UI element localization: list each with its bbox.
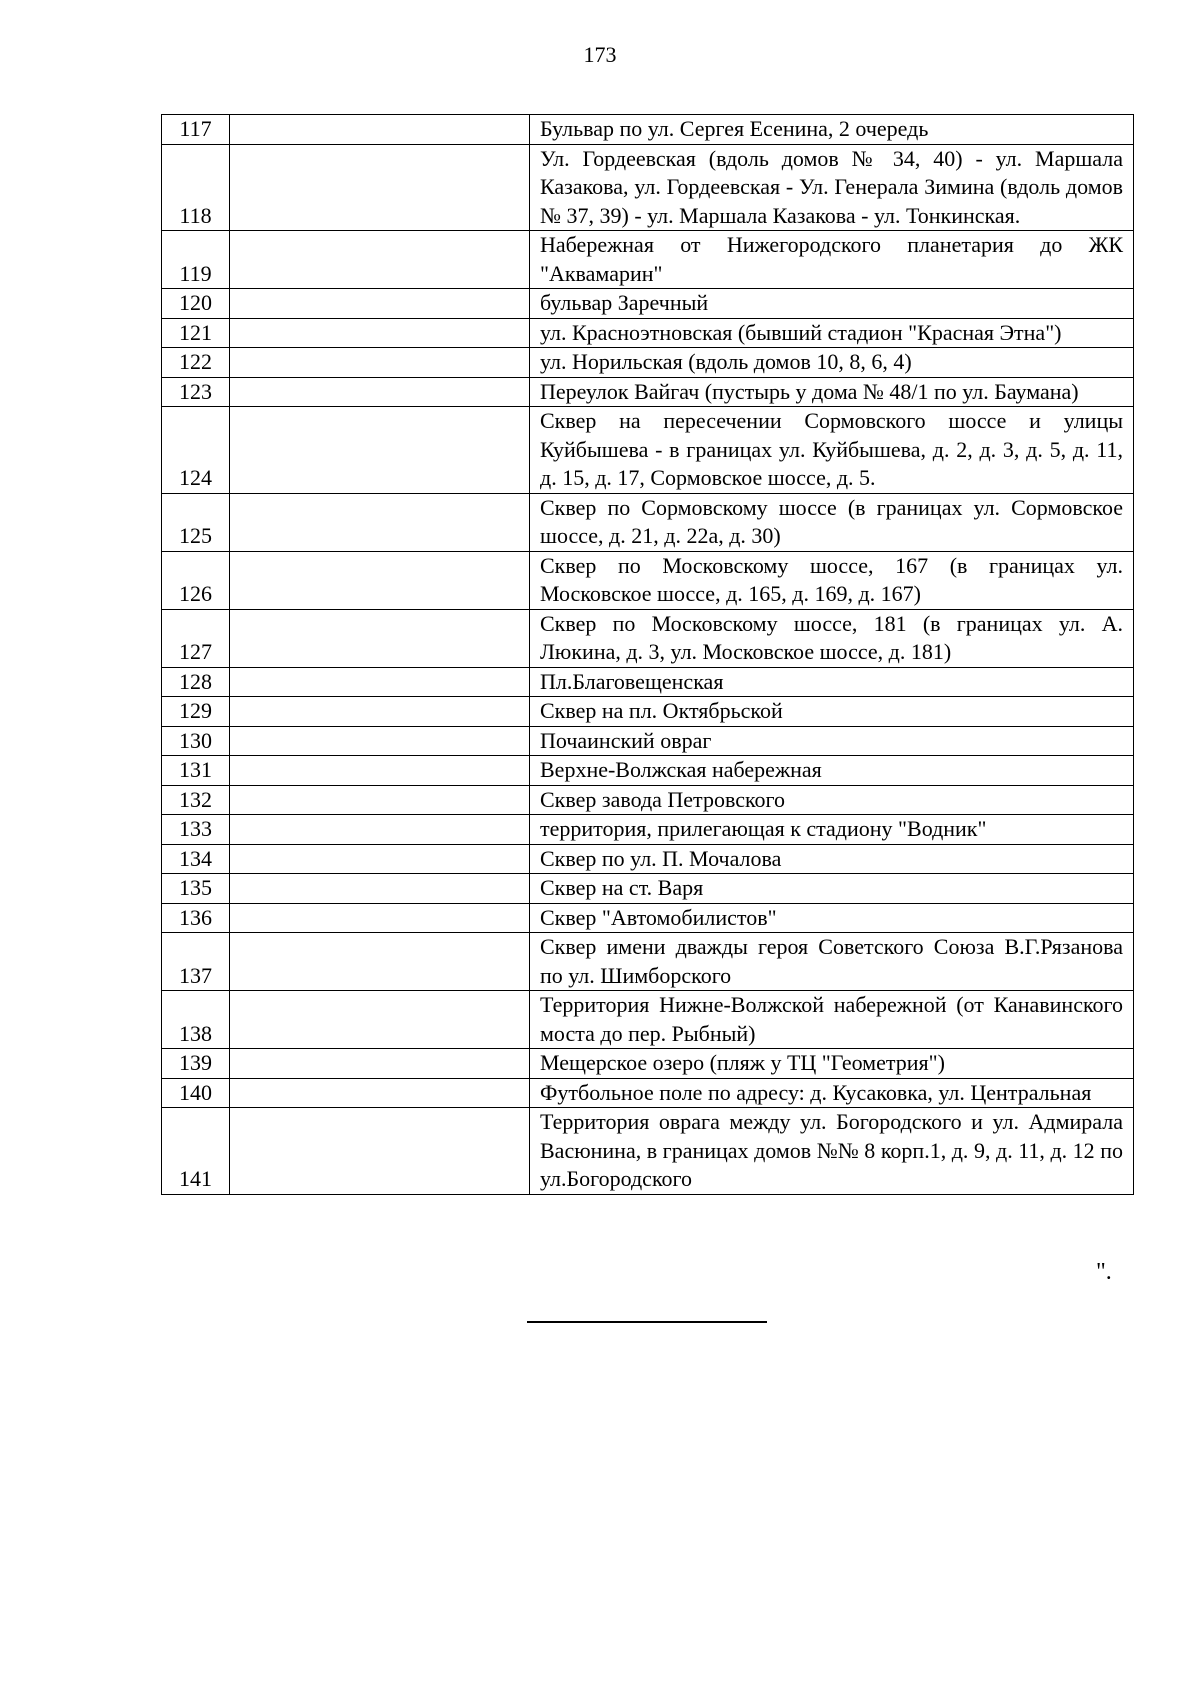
- territory-name: Ул. Гордеевская (вдоль домов № 34, 40) - ул. Маршала Казакова, ул. Гордеевская - Ул. Генерала Зимина (вдоль домов № 37, 39) - ул. Маршала Казакова - ул. Тонкинская.: [530, 144, 1134, 231]
- territory-name: Сквер по Московскому шоссе, 167 (в границах ул. Московское шоссе, д. 165, д. 169, д. 167): [530, 551, 1134, 609]
- empty-cell: [230, 1108, 530, 1195]
- territory-name: Бульвар по ул. Сергея Есенина, 2 очередь: [530, 115, 1134, 145]
- empty-cell: [230, 493, 530, 551]
- territory-name: территория, прилегающая к стадиону "Водник": [530, 815, 1134, 845]
- table-row: [162, 609, 1134, 667]
- table-row: [162, 551, 1134, 609]
- empty-cell: [230, 551, 530, 609]
- row-number: 134: [162, 844, 230, 874]
- row-number: 127: [162, 609, 230, 667]
- row-number: 117: [162, 115, 230, 145]
- empty-cell: [230, 726, 530, 756]
- closing-quote-mark: ".: [1096, 1259, 1112, 1285]
- row-number: 141: [162, 1108, 230, 1195]
- row-number: 128: [162, 667, 230, 697]
- territory-name: Верхне-Волжская набережная: [530, 756, 1134, 786]
- row-number: 129: [162, 697, 230, 727]
- empty-cell: [230, 874, 530, 904]
- territory-name: Сквер на пл. Октябрьской: [530, 697, 1134, 727]
- table-row: [162, 874, 1134, 904]
- territory-name: Мещерское озеро (пляж у ТЦ "Геометрия"): [530, 1049, 1134, 1079]
- empty-cell: [230, 667, 530, 697]
- territory-name: ул. Красноэтновская (бывший стадион "Красная Этна"): [530, 318, 1134, 348]
- row-number: 121: [162, 318, 230, 348]
- row-number: 124: [162, 407, 230, 494]
- table-row: [162, 933, 1134, 991]
- row-number: 135: [162, 874, 230, 904]
- empty-cell: [230, 231, 530, 289]
- territory-name: бульвар Заречный: [530, 289, 1134, 319]
- row-number: 118: [162, 144, 230, 231]
- empty-cell: [230, 318, 530, 348]
- empty-cell: [230, 377, 530, 407]
- empty-cell: [230, 815, 530, 845]
- empty-cell: [230, 289, 530, 319]
- empty-cell: [230, 115, 530, 145]
- territory-name: Сквер "Автомобилистов": [530, 903, 1134, 933]
- territory-name: Переулок Вайгач (пустырь у дома № 48/1 по ул. Баумана): [530, 377, 1134, 407]
- empty-cell: [230, 991, 530, 1049]
- territory-name: Набережная от Нижегородского планетария до ЖК "Аквамарин": [530, 231, 1134, 289]
- territory-name: Футбольное поле по адресу: д. Кусаковка, ул. Центральная: [530, 1078, 1134, 1108]
- table-row: [162, 377, 1134, 407]
- row-number: 132: [162, 785, 230, 815]
- row-number: 137: [162, 933, 230, 991]
- row-number: 139: [162, 1049, 230, 1079]
- row-number: 119: [162, 231, 230, 289]
- row-number: 136: [162, 903, 230, 933]
- empty-cell: [230, 756, 530, 786]
- row-number: 138: [162, 991, 230, 1049]
- row-number: 133: [162, 815, 230, 845]
- territory-name: Сквер по ул. П. Мочалова: [530, 844, 1134, 874]
- table-row: [162, 667, 1134, 697]
- end-of-document-rule: [527, 1321, 767, 1323]
- table-row: [162, 289, 1134, 319]
- territory-table: [161, 114, 1134, 1195]
- empty-cell: [230, 933, 530, 991]
- territory-name: Пл.Благовещенская: [530, 667, 1134, 697]
- table-row: [162, 815, 1134, 845]
- territory-name: Территория Нижне-Волжской набережной (от Канавинского моста до пер. Рыбный): [530, 991, 1134, 1049]
- territory-name: Сквер имени дважды героя Советского Союза В.Г.Рязанова по ул. Шимборского: [530, 933, 1134, 991]
- territory-name: Сквер по Московскому шоссе, 181 (в границах ул. А. Люкина, д. 3, ул. Московское шоссе, д. 181): [530, 609, 1134, 667]
- territory-name: Территория оврага между ул. Богородского и ул. Адмирала Васюнина, в границах домов №№ 8 корп.1, д. 9, д. 11, д. 12 по ул.Богородского: [530, 1108, 1134, 1195]
- table-row: [162, 844, 1134, 874]
- empty-cell: [230, 348, 530, 378]
- empty-cell: [230, 1049, 530, 1079]
- table-row: [162, 1049, 1134, 1079]
- row-number: 131: [162, 756, 230, 786]
- table-row: [162, 1108, 1134, 1195]
- table-row: [162, 231, 1134, 289]
- territory-name: Сквер на ст. Варя: [530, 874, 1134, 904]
- table-row: [162, 697, 1134, 727]
- empty-cell: [230, 407, 530, 494]
- territory-name: ул. Норильская (вдоль домов 10, 8, 6, 4): [530, 348, 1134, 378]
- territory-name: Почаинский овраг: [530, 726, 1134, 756]
- row-number: 125: [162, 493, 230, 551]
- row-number: 140: [162, 1078, 230, 1108]
- row-number: 126: [162, 551, 230, 609]
- empty-cell: [230, 903, 530, 933]
- territory-name: Сквер завода Петровского: [530, 785, 1134, 815]
- territory-name: Сквер на пересечении Сормовского шоссе и улицы Куйбышева - в границах ул. Куйбышева, д. 2, д. 3, д. 5, д. 11, д. 15, д. 17, Сормовское шоссе, д. 5.: [530, 407, 1134, 494]
- row-number: 123: [162, 377, 230, 407]
- empty-cell: [230, 609, 530, 667]
- row-number: 122: [162, 348, 230, 378]
- page-number: 173: [583, 42, 617, 67]
- row-number: 130: [162, 726, 230, 756]
- territory-name: Сквер по Сормовскому шоссе (в границах ул. Сормовское шоссе, д. 21, д. 22а, д. 30): [530, 493, 1134, 551]
- table-row: [162, 991, 1134, 1049]
- table-row: [162, 1078, 1134, 1108]
- table-row: [162, 318, 1134, 348]
- table-row: [162, 903, 1134, 933]
- empty-cell: [230, 844, 530, 874]
- table-row: [162, 407, 1134, 494]
- empty-cell: [230, 785, 530, 815]
- empty-cell: [230, 697, 530, 727]
- table-row: [162, 726, 1134, 756]
- row-number: 120: [162, 289, 230, 319]
- table-row: [162, 115, 1134, 145]
- table-body: [162, 115, 1134, 1195]
- table-row: [162, 348, 1134, 378]
- empty-cell: [230, 144, 530, 231]
- table-row: [162, 785, 1134, 815]
- table-row: [162, 144, 1134, 231]
- table-row: [162, 493, 1134, 551]
- empty-cell: [230, 1078, 530, 1108]
- table-row: [162, 756, 1134, 786]
